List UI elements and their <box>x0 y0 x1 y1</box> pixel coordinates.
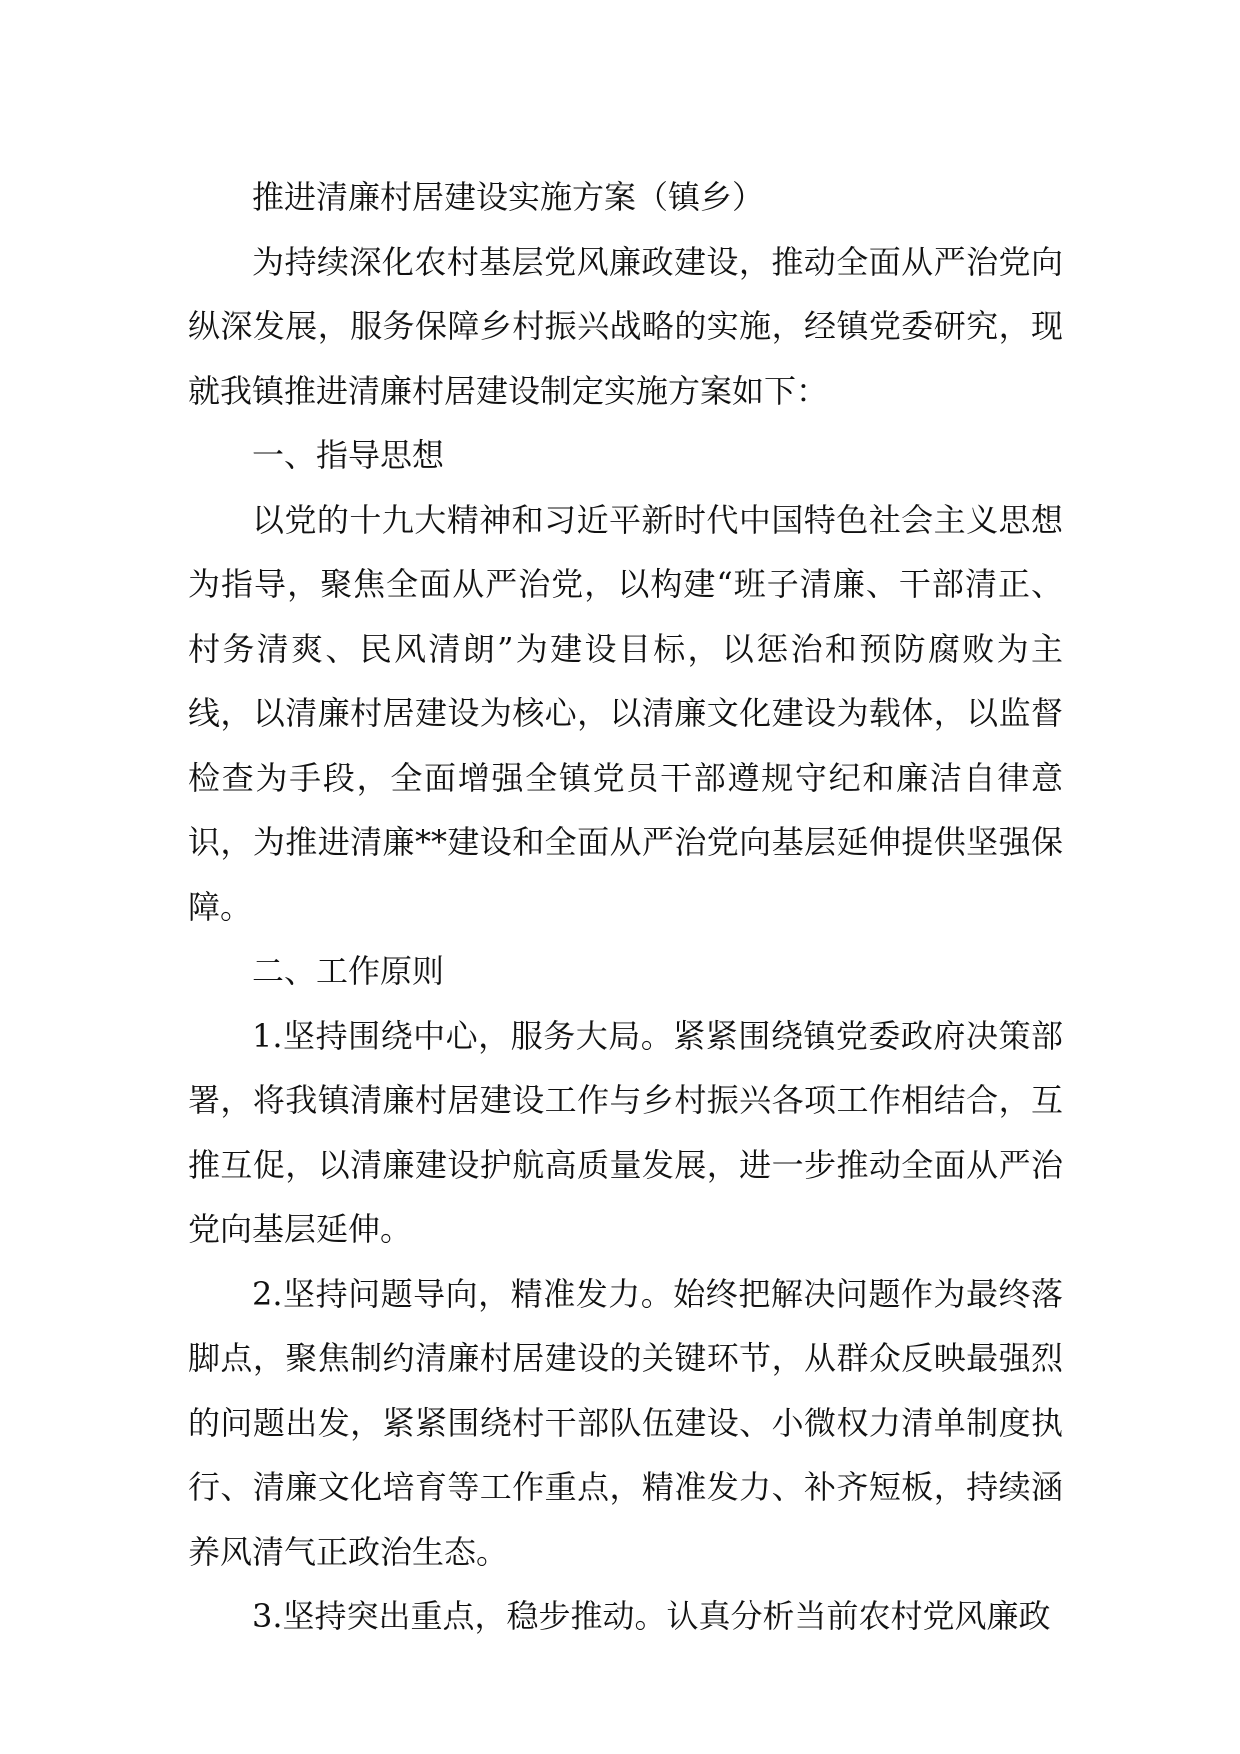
principle-paragraph-2: 2.坚持问题导向，精准发力。始终把解决问题作为最终落脚点，聚焦制约清廉村居建设的关键环节，从群众反映最强烈的问题出发，紧紧围绕村干部队伍建设、小微权力清单制度执行、清廉文化培育等工作重点，精准发力、补齐短板，持续涵养风清气正政治生态。 <box>188 1274 1063 1571</box>
document-body <box>188 165 1063 1649</box>
guiding-thought-paragraph: 以党的十九大精神和习近平新时代中国特色社会主义思想为指导，聚焦全面从严治党，以构建“班子清廉、干部清正、村务清爽、民风清朗”为建设目标，以惩治和预防腐败为主线，以清廉村居建设为核心，以清廉文化建设为载体，以监督检查为手段，全面增强全镇党员干部遵规守纪和廉洁自律意识，为推进清廉**建设和全面从严治党向基层延伸提供坚强保障。 <box>188 500 1063 926</box>
intro-paragraph: 为持续深化农村基层党风廉政建设，推动全面从严治党向纵深发展，服务保障乡村振兴战略的实施，经镇党委研究，现就我镇推进清廉村居建设制定实施方案如下： <box>188 242 1063 410</box>
section-heading-work-principles: 二、工作原则 <box>252 952 445 990</box>
principle-paragraph-3: 3.坚持突出重点，稳步推动。认真分析当前农村党风廉政 <box>252 1597 1051 1635</box>
section-heading-guiding-thought: 一、指导思想 <box>252 436 445 474</box>
principle-paragraph-1: 1.坚持围绕中心，服务大局。紧紧围绕镇党委政府决策部署，将我镇清廉村居建设工作与乡村振兴各项工作相结合，互推互促，以清廉建设护航高质量发展，进一步推动全面从严治党向基层延伸。 <box>188 1016 1063 1248</box>
document-title: 推进清廉村居建设实施方案（镇乡） <box>252 178 765 216</box>
